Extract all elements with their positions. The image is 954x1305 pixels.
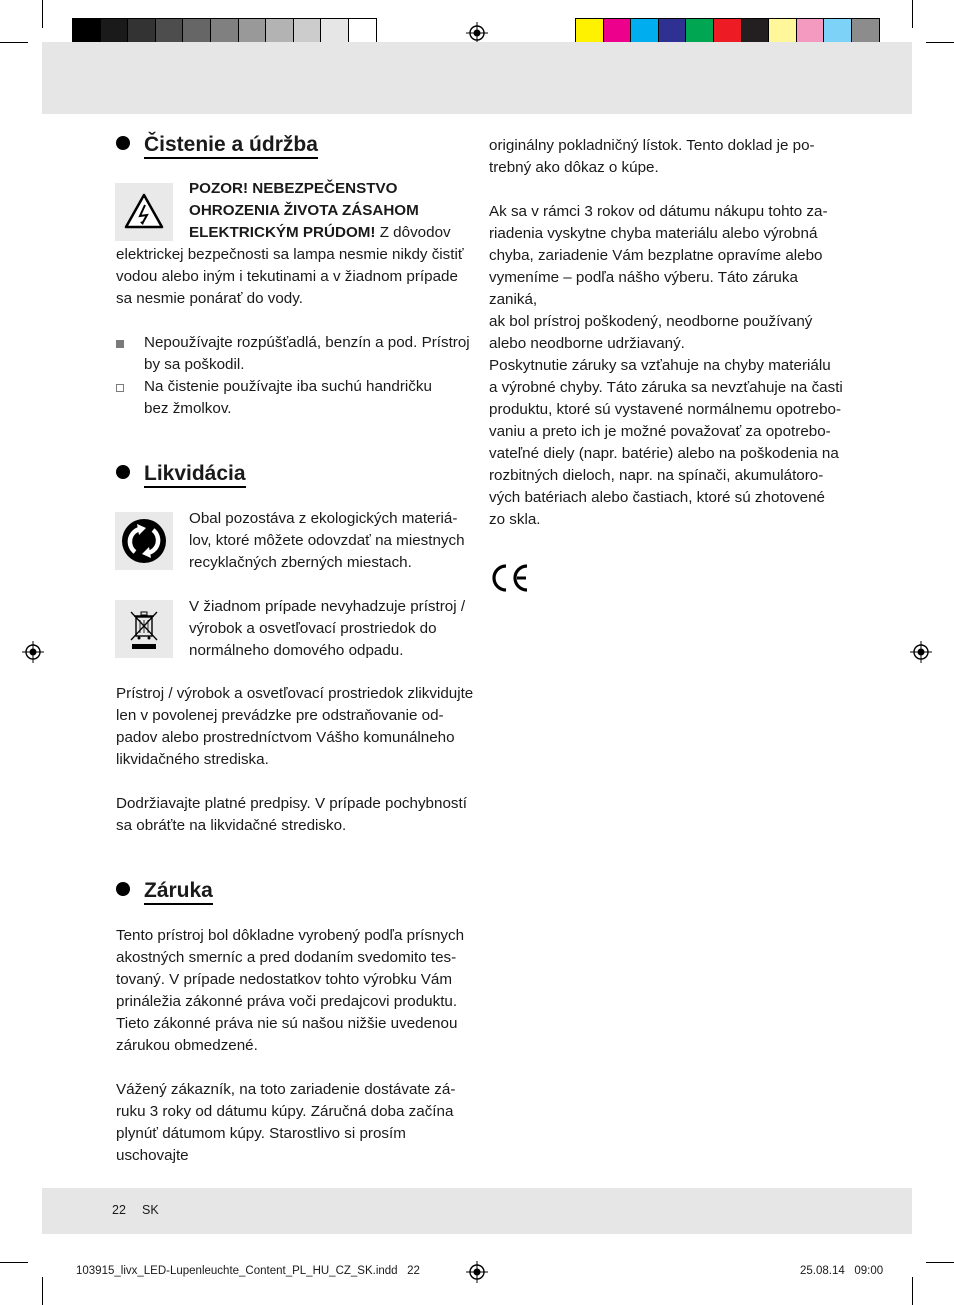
section-heading-cleaning [116,132,318,158]
text-line: plynúť dátumom kúpy. Starostlivo si prosím uschovajte [116,1125,406,1164]
text-line: riadenia vyskytne chyba materiálu alebo výrobná [489,225,818,242]
warning-continuation [116,244,476,310]
text-line: vateľné diely (napr. batérie) alebo na poškodenia na [489,445,839,462]
text-line: vymeníme – podľa nášho výberu. Táto záruka zaniká, [489,269,798,308]
text-line: zárukou obmedzené. [116,1037,258,1054]
text-line: zo skla. [489,511,541,528]
crop-mark [42,1277,43,1305]
text-line: Tieto zákonné práva nie sú našou nižšie uvedenou [116,1015,458,1032]
ce-mark-icon [489,563,531,593]
text-line: ruku 3 roky od dátumu kúpy. Záručná doba začína [116,1103,454,1120]
text-line: Obal pozostáva z ekologických materiá- [189,510,458,527]
bullet-dot-icon [116,465,130,479]
list-item [116,376,476,420]
crop-mark [926,42,954,43]
warranty-paragraph [489,201,849,355]
warning-line: POZOR! NEBEZPEČENSTVO [189,180,398,197]
warning-line: OHROZENIA ŽIVOTA ZÁSAHOM [189,202,419,219]
warranty-paragraph [489,355,849,531]
file-info: 103915_livx_LED-Lupenleuchte_Content_PL_HU_CZ_SK.indd 22 [76,1265,420,1277]
text-line: ak bol prístroj poškodený, neodborne používaný [489,313,813,330]
text-line: Ak sa v rámci 3 rokov od dátumu nákupu tohto za- [489,203,828,220]
text-line: by sa poškodil. [144,356,245,373]
crop-mark [926,1262,954,1263]
text-line: vodou alebo iným i tekutinami a v žiadnom prípade [116,268,458,285]
electric-shock-warning-icon [115,183,173,241]
green-dot-recycling-icon [115,512,173,570]
crop-mark [0,1262,28,1263]
text-line: Dodržiavajte platné predpisy. V prípade pochybností [116,795,467,812]
text-line: lov, ktoré môžete odovzdať na miestnych [189,532,465,549]
text-line: len v povolenej prevádzke pre odstraňovanie od- [116,707,444,724]
warranty-paragraph [489,135,849,179]
heading-text: Čistenie a údržba [144,133,318,159]
warning-text: Z dôvodov [375,224,451,241]
checkbox-bullet-icon [116,384,124,392]
text-line: bez žmolkov. [144,400,232,417]
section-heading-disposal [116,461,246,487]
crossed-out-bin-icon [115,600,173,658]
warranty-paragraph [116,1079,476,1167]
text-line: prináležia zákonné práva voči predajcovi produktu. [116,993,458,1010]
text-line: Prístroj / výrobok a osvetľovací prostriedok zlikvidujte [116,685,474,702]
disposal-paragraph [116,793,476,837]
text-line: trebný ako dôkaz o kúpe. [489,159,659,176]
cleaning-bullet-list [116,332,476,420]
text-line: chyba, zariadenie Vám bezplatne opravíme alebo [489,247,823,264]
page-number: 22 [112,1203,126,1217]
bin-text [189,596,474,662]
text-line: rozbitných dieloch, napr. na spínači, akumulátoro- [489,467,824,484]
bullet-dot-icon [116,882,130,896]
text-line: Na čistenie používajte iba suchú handričku [144,378,432,395]
warning-block [189,178,469,244]
language-code: SK [142,1203,159,1217]
footer-band [42,1188,912,1234]
text-line: akostných smerníc a pred dodaním svedomito tes- [116,949,457,966]
registration-mark-icon [910,641,932,663]
crop-mark [912,0,913,28]
bullet-dot-icon [116,136,130,150]
text-line: sa nesmie ponárať do vody. [116,290,303,307]
registration-mark-icon [22,641,44,663]
text-line: produktu, ktoré sú vystavené normálnemu opotrebo- [489,401,842,418]
text-line: sa obráťte na likvidačné stredisko. [116,817,347,834]
heading-text: Likvidácia [144,462,246,488]
text-line: likvidačného strediska. [116,751,269,768]
list-item [116,332,476,376]
text-line: padov alebo prostredníctvom Vášho komunálneho [116,729,455,746]
text-line: tovaný. V prípade nedostatkov tohto výrobku Vám [116,971,453,988]
text-line: Nepoužívajte rozpúšťadlá, benzín a pod. Prístroj [144,334,470,351]
text-line: alebo neodborne udržiavaný. [489,335,685,352]
print-date-time: 25.08.14 09:00 [800,1265,884,1277]
weee-icon-box [115,600,173,658]
header-band [42,42,912,114]
recycle-icon-box [115,512,173,570]
disposal-paragraph [116,683,476,771]
crop-mark [0,42,28,43]
registration-mark-icon [466,1261,488,1283]
square-bullet-icon [116,340,124,348]
text-line: a výrobné chyby. Táto záruka sa nevzťahuje na časti [489,379,843,396]
text-line: recyklačných zberných miestach. [189,554,412,571]
warning-icon-box [115,183,173,241]
text-line: výrobok a osvetľovací prostriedok do [189,620,437,637]
warning-bold-text: ELEKTRICKÝM PRÚDOM! [189,224,376,241]
text-line: normálneho domového odpadu. [189,642,404,659]
text-line: vých batériach alebo častiach, ktoré sú zhotovené [489,489,826,506]
text-line: Vážený zákazník, na toto zariadenie dostávate zá- [116,1081,456,1098]
text-line: V žiadnom prípade nevyhadzuje prístroj / [189,598,466,615]
text-line: elektrickej bezpečnosti sa lampa nesmie nikdy čistiť [116,246,464,263]
text-line: originálny pokladničný lístok. Tento doklad je po- [489,137,815,154]
section-heading-warranty [116,878,213,904]
text-line: Poskytnutie záruky sa vzťahuje na chyby materiálu [489,357,831,374]
text-line: vaniu a preto ich je možné považovať za opotrebo- [489,423,831,440]
recycle-text [189,508,474,574]
warranty-paragraph [116,925,476,1057]
warning-line [189,222,469,244]
registration-mark-icon [466,22,488,44]
heading-text: Záruka [144,879,213,905]
crop-mark [912,1277,913,1305]
text-line: Tento prístroj bol dôkladne vyrobený podľa prísnych [116,927,465,944]
crop-mark [42,0,43,28]
